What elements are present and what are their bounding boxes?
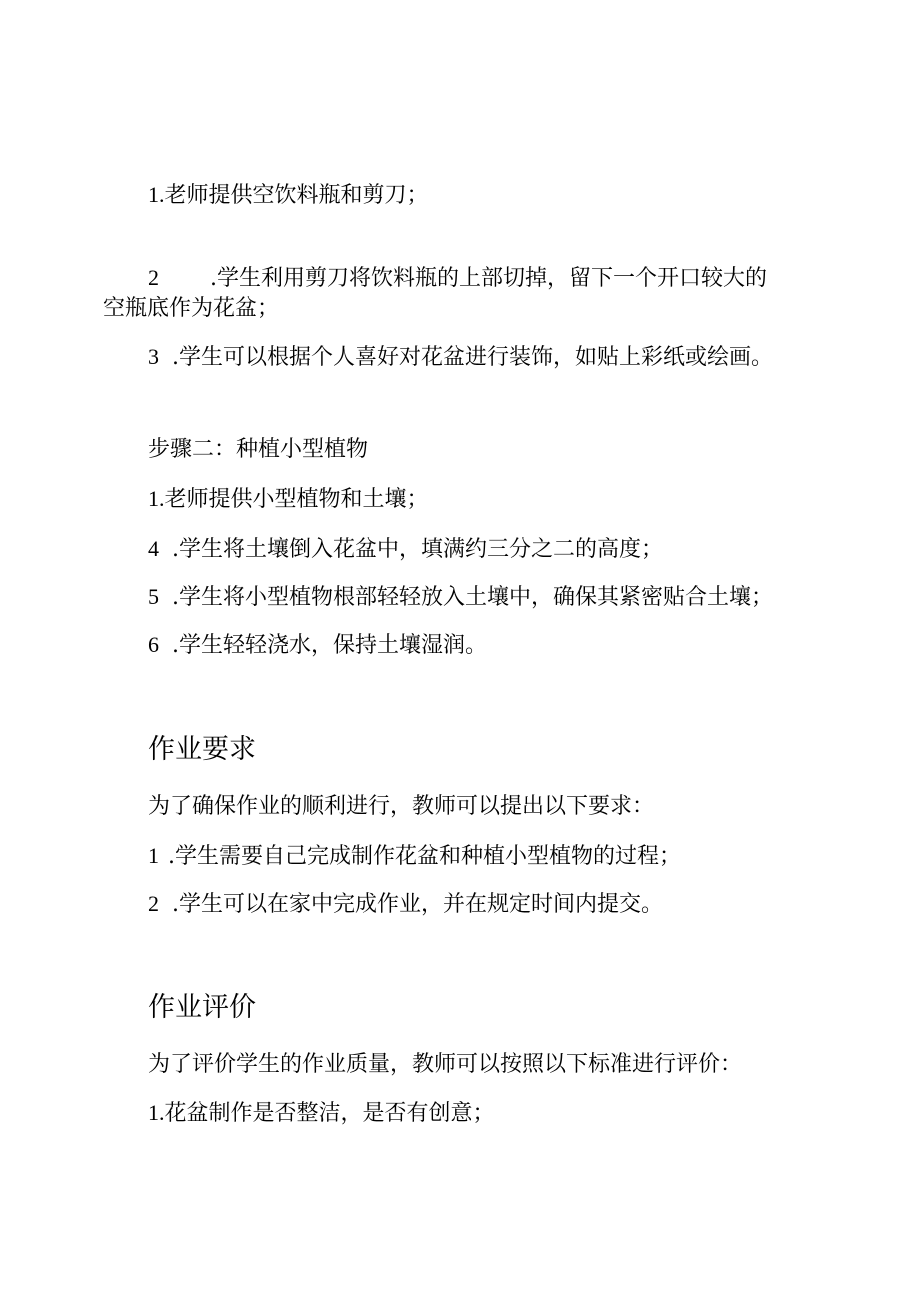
list-text: .学生轻轻浇水，保持土壤湿润。 [172, 633, 487, 658]
list-number: 4 [148, 536, 159, 561]
list-text: .学生需要自己完成制作花盆和种植小型植物的过程； [168, 844, 681, 869]
list-item [148, 584, 773, 611]
list-number: 1. [148, 486, 165, 511]
list-text: .学生将土壤倒入花盆中，填满约三分之二的高度； [172, 537, 663, 562]
list-number: 2 [148, 891, 159, 916]
list-item [148, 632, 487, 659]
list-item-continuation [103, 296, 279, 322]
list-item [148, 265, 767, 292]
list-text: 空瓶底作为花盆； [103, 296, 280, 321]
section-heading-requirements: 作业要求 [148, 734, 256, 765]
section-intro: 为了评价学生的作业质量，教师可以按照以下标准进行评价： [148, 1052, 743, 1077]
list-text: .学生可以在家中完成作业，并在规定时间内提交。 [172, 892, 663, 917]
list-item [148, 486, 429, 513]
list-number: 6 [148, 632, 159, 657]
list-text: 老师提供空饮料瓶和剪刀； [164, 183, 429, 208]
section-intro: 为了确保作业的顺利进行，教师可以提出以下要求： [148, 794, 655, 819]
list-number: 3 [148, 344, 159, 369]
list-number: 1. [148, 182, 165, 207]
list-number: 1 [148, 843, 159, 868]
list-item [148, 344, 773, 371]
list-item [148, 891, 663, 918]
section-subtitle: 步骤二：种植小型植物 [148, 437, 369, 462]
list-item [148, 843, 681, 870]
list-item [148, 1100, 495, 1127]
section-heading-evaluation: 作业评价 [148, 992, 256, 1023]
list-number: 1. [148, 1100, 165, 1125]
list-item [148, 182, 429, 209]
list-text: .学生可以根据个人喜好对花盆进行装饰，如贴上彩纸或绘画。 [172, 345, 773, 370]
list-number: 2 [148, 265, 159, 290]
list-text: .学生将小型植物根部轻轻放入土壤中，确保其紧密贴合土壤； [172, 585, 773, 610]
list-text: 老师提供小型植物和土壤； [164, 487, 429, 512]
list-item [148, 536, 663, 563]
list-text: 花盆制作是否整洁，是否有创意； [164, 1101, 495, 1126]
list-text: .学生利用剪刀将饮料瓶的上部切掉，留下一个开口较大的 [210, 266, 767, 291]
list-number: 5 [148, 584, 159, 609]
